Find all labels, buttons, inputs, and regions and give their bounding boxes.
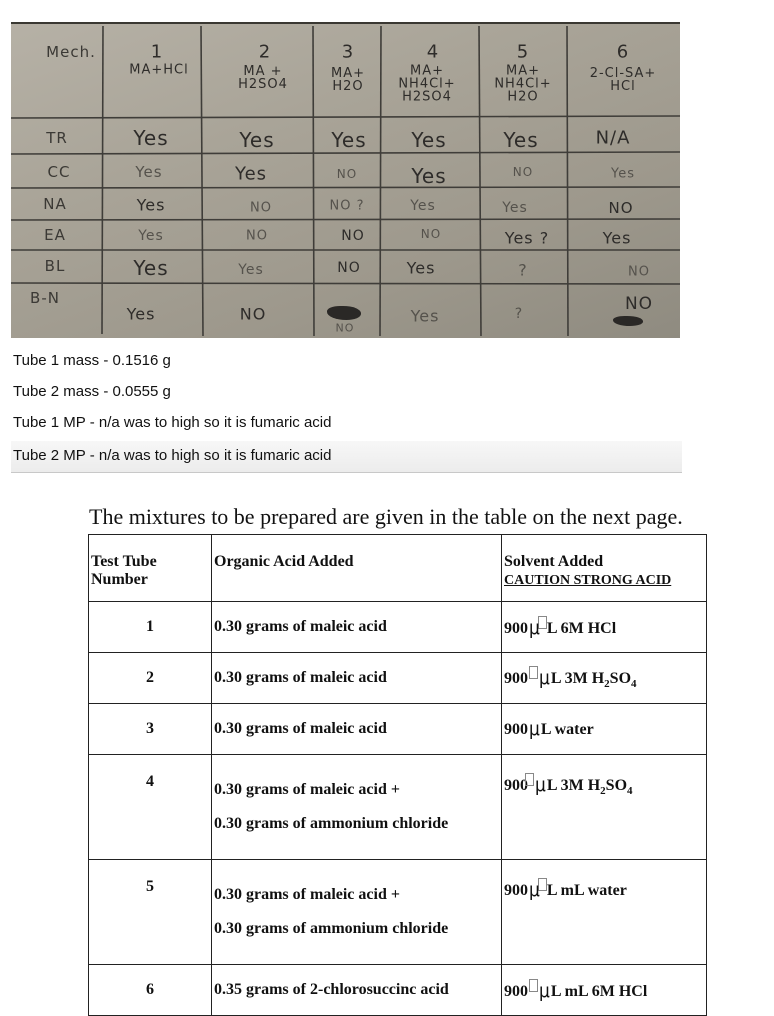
row-tube-number: 3	[89, 704, 212, 755]
row-solvent-name: 6M HCl	[560, 620, 617, 637]
row-unit: L	[546, 777, 557, 794]
cell-bn-4: Yes	[410, 306, 440, 326]
cell-cc-4: Yes	[411, 164, 447, 188]
missing-glyph-box	[525, 773, 534, 786]
row-solvent	[502, 965, 707, 1016]
cell-tr-4: Yes	[411, 128, 447, 152]
cell-bn-3: NO	[335, 321, 355, 335]
cell-ea-6: Yes	[602, 228, 632, 248]
cell-bl-1: Yes	[133, 256, 169, 280]
cell-bl-3: NO	[337, 260, 361, 276]
table-row	[89, 755, 707, 860]
row-solvent-name: water	[554, 721, 594, 738]
cell-bl-4: Yes	[406, 258, 436, 278]
row-acid-line1: 0.30 grams of maleic acid +	[214, 781, 400, 798]
cell-ea-2: NO	[246, 228, 268, 244]
row-acid-line1: 0.30 grams of maleic acid +	[214, 886, 400, 903]
note-tube2-mass: Tube 2 mass - 0.0555 g	[13, 383, 171, 400]
cell-bn-1: Yes	[126, 304, 156, 324]
cell-na-6: NO	[608, 199, 634, 217]
row-label-bn: B-N	[30, 289, 60, 307]
cell-na-4: Yes	[410, 198, 436, 214]
row-acid: 0.30 grams of maleic acid	[212, 653, 502, 704]
col4-number: 4	[426, 41, 440, 63]
table-row	[89, 860, 707, 965]
row-volume: 900	[504, 620, 528, 637]
col3-number: 3	[341, 41, 355, 63]
cell-bn-6: NO	[624, 294, 654, 314]
col1-desc: MA+HCl	[129, 62, 189, 78]
table-row	[89, 704, 707, 755]
cell-bl-6: NO	[628, 264, 650, 280]
cell-na-1: Yes	[136, 195, 166, 215]
table-row	[89, 602, 707, 653]
cell-cc-5: NO	[512, 165, 534, 179]
mu-symbol: μ	[535, 773, 546, 797]
cell-tr-2: Yes	[239, 128, 275, 152]
row-solvent	[502, 704, 707, 755]
row-volume: 900	[504, 669, 528, 687]
cell-bl-2: Yes	[238, 262, 264, 278]
row-tube-number: 1	[89, 602, 212, 653]
row-volume: 900	[504, 882, 528, 899]
row-solvent	[502, 602, 707, 653]
cell-bn-2: NO	[239, 304, 267, 324]
row-label-tr: TR	[46, 129, 68, 147]
mixtures-table	[88, 534, 707, 1016]
col4-desc: MA+ NH4Cl+ H2SO4	[398, 63, 456, 105]
row-volume: 900	[504, 983, 528, 1000]
corner-label: Mech.	[46, 43, 96, 61]
table-row	[89, 653, 707, 704]
row-solvent-name: 3M $H_2SO_4$	[560, 777, 633, 798]
row-label-bl: BL	[44, 257, 66, 275]
col2-number: 2	[258, 41, 272, 63]
row-acid: 0.30 grams of maleic acid	[212, 704, 502, 755]
cell-na-5: Yes	[502, 200, 528, 216]
row-acid: 0.30 grams of maleic acid	[212, 602, 502, 653]
note-tube2-mp: Tube 2 MP - n/a was to high so it is fumaric acid	[11, 441, 682, 473]
cell-cc-1: Yes	[135, 163, 163, 181]
table-row	[89, 965, 707, 1016]
notebook-photo	[11, 22, 680, 338]
cell-tr-3: Yes	[331, 128, 367, 152]
row-volume: 900	[504, 721, 528, 738]
row-unit: L	[550, 669, 561, 687]
row-unit: L	[550, 983, 561, 1000]
row-unit: L	[540, 721, 551, 738]
mu-symbol: μ	[529, 616, 540, 640]
col3-desc: MA+ H2O	[330, 66, 365, 94]
intro-text: The mixtures to be prepared are given in the table on the next page.	[89, 504, 683, 529]
cell-tr-5: Yes	[503, 128, 539, 152]
row-tube-number: 2	[89, 653, 212, 704]
cell-ea-4: NO	[420, 227, 442, 241]
cell-ea-5: Yes ?	[504, 228, 550, 248]
row-acid: 0.35 grams of 2-chlorosuccinc acid	[212, 965, 502, 1016]
col6-desc: 2-Cl-SA+ HCl	[589, 66, 657, 94]
cell-cc-3: NO	[336, 167, 358, 181]
mu-symbol: μ	[539, 666, 550, 690]
header-organic-acid: Organic Acid Added	[212, 535, 502, 602]
row-solvent-name: 6M HCl	[591, 983, 648, 1000]
row-label-na: NA	[43, 195, 67, 213]
note-tube1-mp: Tube 1 MP - n/a was to high so it is fumaric acid	[13, 414, 332, 431]
row-unit: L	[546, 620, 557, 637]
table-header-row	[89, 535, 707, 602]
col5-desc: MA+ NH4Cl+ H2O	[494, 63, 552, 105]
missing-glyph-box	[529, 666, 538, 679]
row-acid-line2: 0.30 grams of ammonium chloride	[214, 920, 449, 937]
mu-symbol: μ	[529, 717, 540, 741]
cell-na-3: NO ?	[329, 198, 365, 214]
row-solvent	[502, 755, 707, 860]
cell-cc-2: Yes	[234, 163, 268, 185]
row-acid-line2: 0.30 grams of ammonium chloride	[214, 815, 449, 832]
cell-na-2: NO	[250, 200, 272, 216]
header-solvent	[502, 535, 707, 602]
row-volume: 900	[504, 777, 528, 794]
cell-tr-1: Yes	[133, 126, 169, 150]
row-tube-number: 4	[89, 755, 212, 860]
row-solvent	[502, 860, 707, 965]
row-solvent-name: water	[587, 882, 627, 899]
notes-block	[11, 346, 680, 473]
row-acid	[212, 755, 502, 860]
col2-desc: MA + H2SO4	[238, 64, 288, 92]
mu-symbol: μ	[539, 979, 550, 1003]
cell-tr-6: N/A	[595, 127, 631, 149]
row-unit: L	[546, 882, 557, 899]
col1-number: 1	[150, 41, 164, 63]
missing-glyph-box	[529, 979, 538, 992]
cell-bl-5: ?	[518, 260, 528, 280]
row-label-ea: EA	[44, 226, 66, 244]
cell-ea-3: NO	[341, 228, 365, 244]
row-acid	[212, 860, 502, 965]
note-tube1-mass: Tube 1 mass - 0.1516 g	[13, 352, 171, 369]
cell-bn-5: ?	[514, 306, 524, 322]
row-solvent	[502, 653, 707, 704]
col5-number: 5	[516, 41, 530, 63]
cell-ea-1: Yes	[138, 228, 164, 244]
mu-symbol: μ	[529, 878, 540, 902]
header-tube-number: Test Tube Number	[89, 535, 212, 602]
row-extra-unit: mL	[560, 882, 584, 899]
cell-cc-6: Yes	[611, 166, 635, 182]
row-tube-number: 5	[89, 860, 212, 965]
caution-label: CAUTION STRONG ACID	[504, 573, 672, 588]
row-solvent-name: 3M $H_2SO_4$	[564, 669, 637, 691]
row-tube-number: 6	[89, 965, 212, 1016]
col6-number: 6	[616, 41, 630, 63]
row-label-cc: CC	[47, 163, 71, 181]
row-extra-unit: mL	[564, 983, 588, 1000]
header-solvent-label: Solvent Added	[504, 553, 604, 570]
